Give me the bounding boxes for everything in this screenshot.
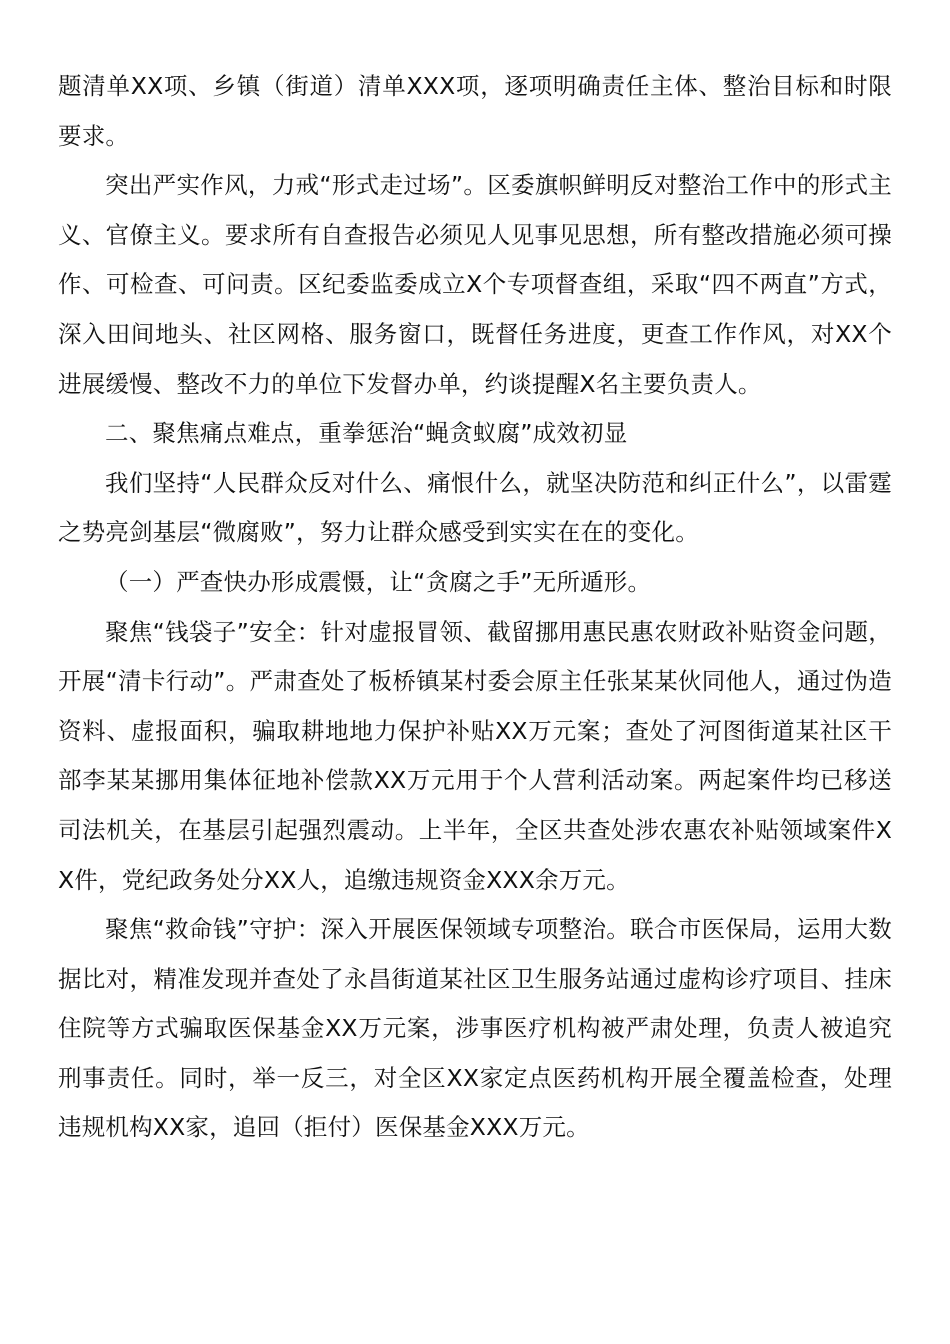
paragraph-medical-insurance: 聚焦“救命钱”守护：深入开展医保领域专项整治。联合市医保局，运用大数据比对，精准发现并查处了永昌街道某社区卫生服务站通过虚构诊疗项目、挂床住院等方式骗取医保基金XX万元案，涉事医疗机构被严肃处理，负责人被追究刑事责任。同时，举一反三，对全区XX家定点医药机构开展全覆盖检查，处理违规机构XX家，追回（拒付）医保基金XXX万元。 xyxy=(58,915,892,1142)
section-heading-two: 二、聚焦痛点难点，重拳惩治“蝇贪蚁腐”成效初显 xyxy=(105,419,628,448)
subsection-heading-one: （一）严查快办形成震慑，让“贪腐之手”无所遁形。 xyxy=(105,567,652,596)
paragraph-continuation: 题清单XX项、乡镇（街道）清单XXX项，逐项明确责任主体、整治目标和时限要求。 xyxy=(58,72,892,150)
paragraph-money-bag: 聚焦“钱袋子”安全：针对虚报冒领、截留挪用惠民惠农财政补贴资金问题，开展“清卡行动”。严肃查处了板桥镇某村委会原主任张某某伙同他人，通过伪造资料、虚报面积，骗取耕地地力保护补贴XX万元案；查处了河图街道某社区干部李某某挪用集体征地补偿款XX万元用于个人营利活动案。两起案件均已移送司法机关，在基层引起强烈震动。上半年，全区共查处涉农惠农补贴领域案件XX件，党纪政务处分XX人，追缴违规资金XXX余万元。 xyxy=(58,617,892,894)
document-page xyxy=(58,62,892,1153)
paragraph-intro: 我们坚持“人民群众反对什么、痛恨什么，就坚决防范和纠正什么”，以雷霆之势亮剑基层“微腐败”，努力让群众感受到实实在在的变化。 xyxy=(58,468,892,547)
paragraph-work-style: 突出严实作风，力戒“形式走过场”。区委旗帜鲜明反对整治工作中的形式主义、官僚主义。要求所有自查报告必须见人见事见思想，所有整改措施必须可操作、可检查、可问责。区纪委监委成立X个专项督查组，采取“四不两直”方式，深入田间地头、社区网格、服务窗口，既督任务进度，更查工作作风，对XX个进展缓慢、整改不力的单位下发督办单，约谈提醒X名主要负责人。 xyxy=(58,171,892,398)
